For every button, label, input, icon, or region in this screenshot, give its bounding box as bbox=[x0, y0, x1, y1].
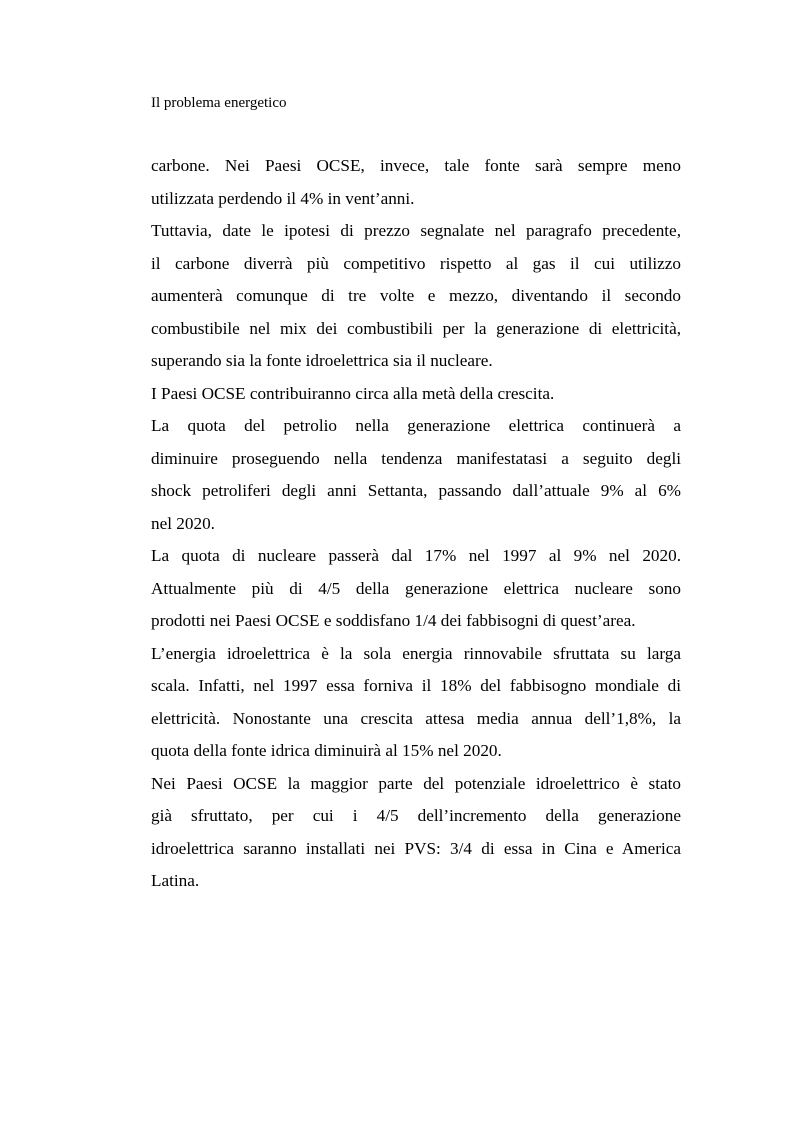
text-line: scala. Infatti, nel 1997 essa forniva il 18% del fabbisogno mondiale di bbox=[151, 676, 681, 695]
text-line: combustibile nel mix dei combustibili per la generazione di elettricità, bbox=[151, 318, 681, 338]
text-line: shock petroliferi degli anni Settanta, passando dall’attuale 9% al 6% bbox=[151, 481, 681, 500]
text-line: superando sia la fonte idroelettrica sia il nucleare. bbox=[151, 351, 493, 370]
text-line: Latina. bbox=[151, 871, 200, 890]
text-line: già sfruttato, per cui i 4/5 dell’incremento della generazione bbox=[151, 806, 681, 825]
text-line: prodotti nei Paesi OCSE e soddisfano 1/4 dei fabbisogni di quest’area. bbox=[151, 611, 636, 630]
text-line: carbone. Nei Paesi OCSE, invece, tale fonte sarà sempre meno bbox=[151, 156, 681, 175]
text-line: I Paesi OCSE contribuiranno circa alla metà della crescita. bbox=[151, 383, 555, 403]
text-line: utilizzata perdendo il 4% in vent’anni. bbox=[151, 188, 415, 208]
text-line: aumenterà comunque di tre volte e mezzo, diventando il secondo bbox=[151, 286, 681, 305]
text-line: La quota di nucleare passerà dal 17% nel 1997 al 9% nel 2020. bbox=[151, 546, 681, 565]
body-text bbox=[151, 150, 681, 898]
text-line: Nei Paesi OCSE la maggior parte del potenziale idroelettrico è stato bbox=[151, 773, 681, 793]
text-line: quota della fonte idrica diminuirà al 15% nel 2020. bbox=[151, 741, 502, 760]
text-line: nel 2020. bbox=[151, 513, 215, 533]
text-line: idroelettrica saranno installati nei PVS: 3/4 di essa in Cina e America bbox=[151, 838, 681, 858]
text-line: diminuire proseguendo nella tendenza manifestatasi a seguito degli bbox=[151, 448, 681, 468]
text-line: elettricità. Nonostante una crescita attesa media annua dell’1,8%, la bbox=[151, 708, 681, 728]
text-line: Attualmente più di 4/5 della generazione elettrica nucleare sono bbox=[151, 578, 681, 598]
running-header: Il problema energetico bbox=[151, 95, 287, 111]
text-line: Tuttavia, date le ipotesi di prezzo segnalate nel paragrafo precedente, bbox=[151, 221, 681, 240]
text-line: La quota del petrolio nella generazione elettrica continuerà a bbox=[151, 416, 681, 435]
text-line: il carbone diverrà più competitivo rispetto al gas il cui utilizzo bbox=[151, 253, 681, 273]
text-line: L’energia idroelettrica è la sola energia rinnovabile sfruttata su larga bbox=[151, 643, 681, 663]
